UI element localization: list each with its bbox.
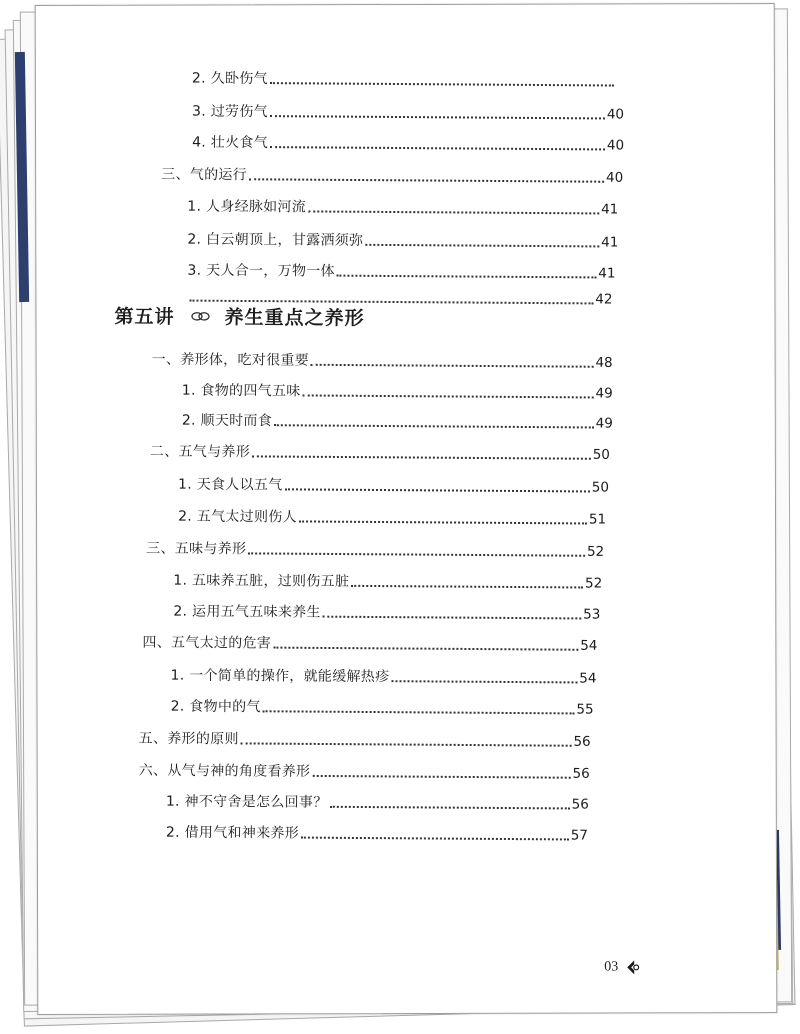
toc-leader-dots xyxy=(337,275,596,279)
toc-entry-page: 56 xyxy=(573,733,591,750)
toc-leader-dots xyxy=(391,680,577,683)
toc-entry xyxy=(182,382,613,403)
toc-entry-page: 54 xyxy=(580,637,598,654)
toc-entry xyxy=(161,166,623,187)
toc-entry-title: 2. 久卧伤气 xyxy=(191,70,268,88)
toc-entry-title: 1. 食物的四气五味 xyxy=(181,382,301,400)
toc-entry-page: 41 xyxy=(601,201,619,218)
toc-entry xyxy=(187,262,615,283)
toc-entry-title: 2. 运用五气五味来养生 xyxy=(173,603,321,621)
toc-entry-title: 2. 食物中的气 xyxy=(170,698,261,716)
toc-entry-title: 3. 天人合一，万物一体 xyxy=(187,262,335,280)
toc-entry xyxy=(187,198,618,219)
toc-leader-dots xyxy=(330,806,570,810)
toc-entry-title: 1. 五味养五脏，过则伤五脏 xyxy=(173,572,350,590)
toc-entry xyxy=(152,351,613,372)
toc-entry-page: 42 xyxy=(595,291,613,308)
toc-entry-page: 53 xyxy=(583,606,601,623)
toc-leader-dots xyxy=(323,616,581,620)
toc-leader-dots xyxy=(241,742,572,746)
toc-entry-title: 3. 过劳伤气 xyxy=(191,103,269,121)
toc-entry-page: 56 xyxy=(572,765,590,782)
lecture-heading xyxy=(114,302,364,331)
chain-ornament-icon xyxy=(190,310,210,322)
toc-leader-dots xyxy=(270,146,605,150)
toc-entry-page: 54 xyxy=(579,670,597,687)
page-corner-ornament-icon xyxy=(624,959,640,975)
toc-entry xyxy=(178,508,606,529)
toc-entry-page: 50 xyxy=(591,479,610,496)
toc-entry-page: 57 xyxy=(570,827,588,844)
toc-entry-title: 2. 借用气和神来养形 xyxy=(165,824,300,842)
toc-page xyxy=(35,3,778,1015)
toc-entry xyxy=(170,667,596,688)
toc-entry-title: 1. 人身经脉如河流 xyxy=(187,198,307,216)
toc-entry xyxy=(166,824,588,845)
toc-leader-dots xyxy=(311,364,594,368)
toc-entry-page: 51 xyxy=(588,511,607,528)
toc-entry-page: 40 xyxy=(606,106,625,123)
toc-leader-dots xyxy=(248,552,585,556)
toc-entry xyxy=(139,730,591,751)
toc-entry xyxy=(182,412,613,433)
toc-entry xyxy=(171,698,594,719)
toc-entry xyxy=(150,443,610,464)
toc-entry xyxy=(142,634,597,655)
toc-leader-dots xyxy=(284,488,589,492)
toc-leader-dots xyxy=(303,394,594,398)
toc-entry-title: 三、五味与养形 xyxy=(146,540,247,558)
page-number: 03 xyxy=(604,959,619,975)
toc-entry-title: 4. 壮火食气 xyxy=(192,134,269,152)
toc-entry-page: 55 xyxy=(576,701,594,718)
toc-entry-title: 六、从气与神的角度看养形 xyxy=(138,762,311,780)
toc-entry-title: 2. 顺天时而食 xyxy=(181,412,273,430)
lecture-title: 养生重点之养形 xyxy=(224,306,365,330)
toc-entry-title: 1. 天食人以五气 xyxy=(177,476,283,494)
toc-leader-dots xyxy=(270,115,605,119)
page-folio xyxy=(604,959,640,975)
toc-entry-title: 1. 神不守舍是怎么回事？ xyxy=(165,793,328,811)
toc-entry-page: 49 xyxy=(595,385,613,402)
toc-leader-dots xyxy=(273,647,578,651)
toc-leader-dots xyxy=(252,455,591,459)
toc-entry-title: 二、五气与养形 xyxy=(149,443,251,461)
toc-entry-page: 50 xyxy=(592,446,610,463)
toc-entry xyxy=(192,134,624,155)
toc-entry xyxy=(192,70,616,91)
toc-entry-page: 52 xyxy=(585,575,603,592)
toc-entry-page: 41 xyxy=(601,234,619,251)
toc-leader-dots xyxy=(270,82,614,86)
toc-entry xyxy=(166,793,589,814)
toc-leader-dots xyxy=(351,585,583,589)
toc-leader-dots xyxy=(263,710,575,714)
toc-entry-page: 40 xyxy=(605,169,624,186)
toc-entry-page: 48 xyxy=(595,354,613,371)
lecture-number: 第五讲 xyxy=(114,305,175,329)
toc-leader-dots xyxy=(299,520,587,524)
toc-entry-title: 五、养形的原则 xyxy=(138,730,239,748)
toc-leader-dots xyxy=(249,178,604,182)
toc-entry-title: 三、气的运行 xyxy=(161,166,248,184)
toc-leader-dots xyxy=(274,424,594,428)
toc-entry xyxy=(187,231,618,252)
toc-leader-dots xyxy=(301,837,569,841)
toc-entry-title: 1. 一个简单的操作，就能缓解热疹 xyxy=(170,667,390,686)
toc-entry xyxy=(178,476,609,497)
toc-entry-title: 一、养形体，吃对很重要 xyxy=(151,351,310,369)
toc-entry-title: 2. 白云朝顶上，甘露洒须弥 xyxy=(187,231,364,249)
toc-entry xyxy=(173,603,600,624)
toc-entry-page: 41 xyxy=(598,265,616,282)
toc-entry xyxy=(173,572,602,593)
toc-entry xyxy=(192,103,624,124)
toc-entry-page: 52 xyxy=(586,543,605,560)
toc-entry-page: 49 xyxy=(595,415,613,432)
toc-entry-title: 2. 五气太过则伤人 xyxy=(178,508,297,526)
toc-entry xyxy=(146,540,604,561)
toc-entry-page: 40 xyxy=(606,137,625,154)
toc-entry xyxy=(139,762,590,783)
toc-entry-title: 四、五气太过的危害 xyxy=(142,634,272,652)
toc-leader-dots xyxy=(312,775,570,779)
toc-leader-dots xyxy=(365,244,599,248)
toc-leader-dots xyxy=(308,210,599,214)
toc-entry-page: 56 xyxy=(571,796,589,813)
